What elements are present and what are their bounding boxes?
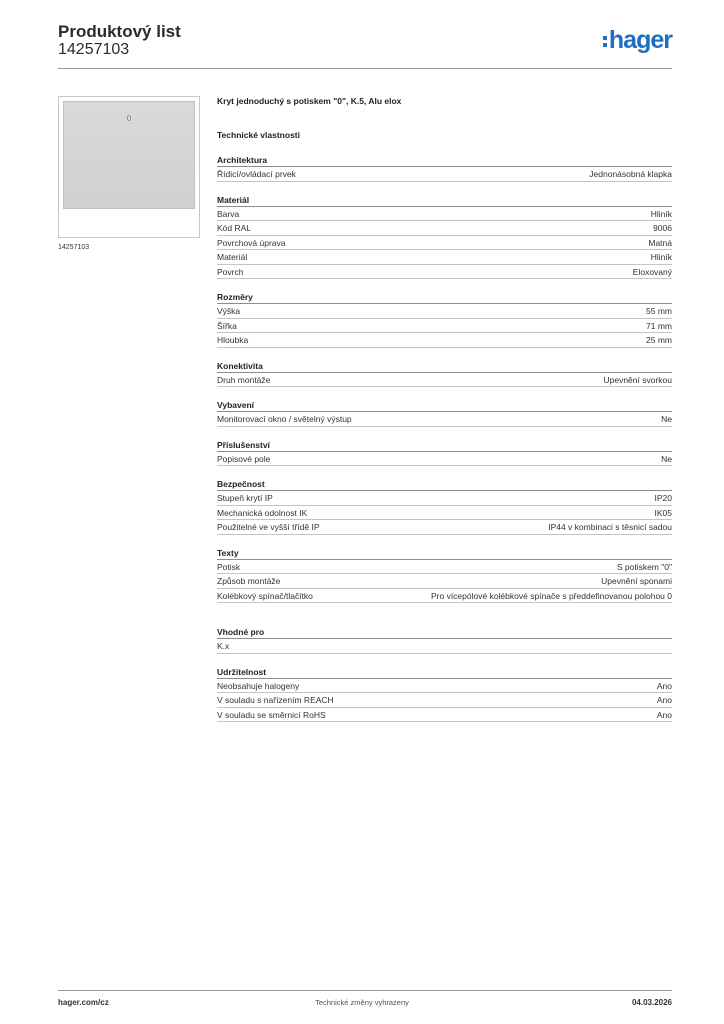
spec-label: Druh montáže [217,374,271,385]
spec-section [217,439,672,467]
spec-row [217,679,672,694]
header-divider [58,68,672,69]
footer-notice: Technické změny vyhrazeny [315,998,409,1007]
hager-logo [603,28,672,53]
spec-row [217,167,672,182]
logo-text: hager [608,26,672,54]
spec-section [217,360,672,388]
section-title: Konektivita [217,360,672,373]
spec-row [217,207,672,222]
spec-label: Řídicí/ovládací prvek [217,169,296,179]
spec-label: Barva [217,208,240,219]
spec-value: Jednonásobná klapka [589,169,672,179]
spec-value: Ano [656,709,672,720]
plate-zero-mark: 0 [126,114,132,123]
image-caption: 14257103 [58,244,90,251]
spec-label: Výška [217,306,241,316]
spec-section [217,291,672,348]
spec-value: 25 mm [646,335,672,345]
spec-value: Eloxovaný [632,266,672,277]
page-header [58,20,672,68]
section-title: Rozměry [217,291,672,304]
spec-label: Hloubka [217,335,249,345]
spec-row [217,693,672,708]
spec-value: IK05 [654,507,672,518]
spec-section [217,547,672,604]
spec-row [217,333,672,348]
spec-label: V souladu s nařízením REACH [217,695,334,705]
spec-label: Materiál [217,252,248,262]
spec-row [217,373,672,388]
spec-row [217,265,672,280]
spec-row [217,319,672,334]
footer-date: 04.03.2026 [631,998,672,1007]
footer-divider [58,990,672,991]
spec-section [217,399,672,427]
footer-website[interactable]: hager.com/cz [58,998,109,1007]
spec-row [217,520,672,535]
spec-label: Monitorovací okno / světelný výstup [217,414,352,424]
spec-row [217,250,672,265]
section-title: Udržitelnost [217,666,672,679]
section-title: Vhodné pro [217,626,672,639]
spec-label: Způsob montáže [217,576,281,586]
spec-label: Potisk [217,561,241,572]
product-image [58,96,200,238]
spec-label: Použitelné ve vyšší třídě IP [217,522,320,532]
spec-row [217,506,672,521]
spec-value: 55 mm [646,306,672,316]
spec-value: Upevnění svorkou [603,374,672,385]
spec-value: Hliník [650,252,672,262]
spec-row [217,491,672,506]
spec-value: IP20 [654,493,672,503]
section-title: Příslušenství [217,439,672,452]
spec-section [217,154,672,182]
spec-label: Stupeň krytí IP [217,493,273,503]
spec-label: Kód RAL [217,223,252,233]
spec-section [217,478,672,535]
spec-value: Upevnění sponami [601,576,672,586]
spec-row [217,708,672,723]
logo-dots-icon [603,36,607,47]
section-title: Vybavení [217,399,672,412]
cover-plate-illustration [63,101,195,209]
spec-label: Neobsahuje halogeny [217,680,300,691]
product-name: Kryt jednoduchý s potiskem "0", K.5, Alu elox [217,96,402,106]
spec-row [217,639,672,654]
spec-row [217,452,672,467]
section-title: Materiál [217,194,672,207]
spec-section [217,666,672,723]
spec-value: 71 mm [646,320,672,331]
spec-row [217,412,672,427]
spec-label: Popisové pole [217,453,271,464]
spec-row [217,236,672,251]
spec-label: Mechanická odolnost IK [217,507,308,518]
spec-label: Povrchová úprava [217,237,286,248]
spec-row [217,574,672,589]
spec-section [217,626,672,654]
spec-label: Kolébkový spínač/tlačítko [217,590,313,601]
spec-label: K.x [217,641,230,651]
specification-content [217,95,672,722]
spec-value: Ano [656,680,672,691]
spec-value: Ne [661,414,672,424]
spec-value: Pro vícepólové kolébkové spínače s předdefinovanou polohou 0 [430,590,672,601]
spec-value: Ne [661,453,672,464]
spec-value: S potiskem "0" [616,561,672,572]
section-title: Texty [217,547,672,560]
spec-row [217,304,672,319]
technical-properties-heading: Technické vlastnosti [217,130,300,140]
spec-value: 9006 [653,223,672,233]
spec-sections [217,154,672,722]
spec-value: Ano [656,695,672,705]
spec-value: IP44 v kombinaci s těsnicí sadou [548,522,672,532]
spec-row [217,221,672,236]
spec-label: Povrch [217,266,244,277]
spec-row [217,560,672,575]
spec-label: Šířka [217,320,237,331]
product-number: 14257103 [58,41,130,58]
section-title: Architektura [217,154,672,167]
spec-label: V souladu se směrnicí RoHS [217,709,326,720]
spec-section [217,194,672,280]
document-title: Produktový list [58,22,181,41]
spec-value: Matná [648,237,672,248]
spec-value: Hliník [650,208,672,219]
spec-row [217,589,672,604]
section-title: Bezpečnost [217,478,672,491]
